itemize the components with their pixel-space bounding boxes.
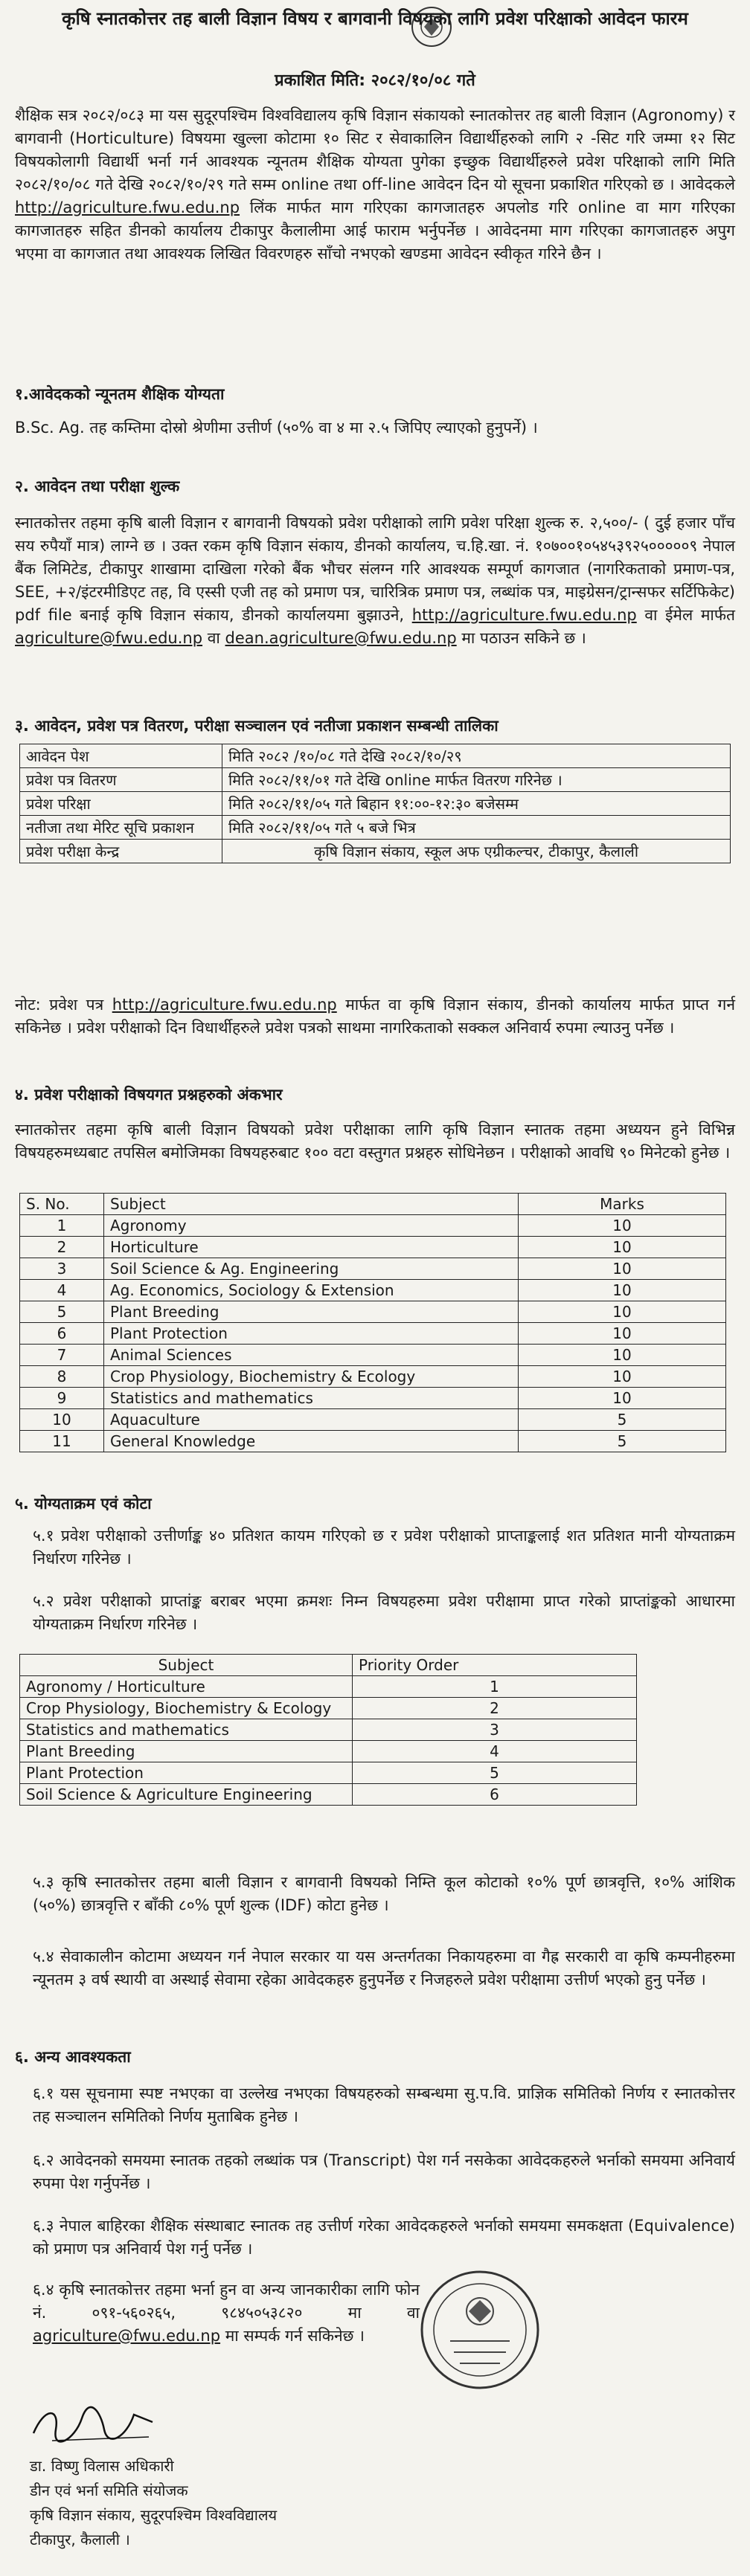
sec3-note: नोट: प्रवेश पत्र http://agriculture.fwu.edu.np मार्फत वा कृषि विज्ञान संकाय, डीनको कार्यालय मार्फत प्राप्त गर्न सकिनेछ । प्रवेश परीक्षाको दिन विधार्थीहरुले प्रवेश पत्रको साथमा नागरिकताको सक्कल अनिवार्य रुपमा ल्याउनु पर्नेछ । [15, 996, 735, 1037]
table-row: 9 Statistics and mathematics 10 [20, 1388, 726, 1409]
schedule-table [19, 744, 731, 863]
sec2-link[interactable]: http://agriculture.fwu.edu.np [411, 606, 637, 624]
sec5-p2: ५.२ प्रवेश परीक्षाको प्राप्तांङ्क बराबर भएमा क्रमशः निम्न विषयहरुमा प्रवेश परीक्षामा प्राप्त गरेको प्राप्तांङ्कको आधारमा योग्यताक्रम निर्धारण गरिनेछ । [33, 1592, 735, 1633]
sec6-heading: ६. अन्य आवश्यकता [15, 2048, 131, 2066]
table-row: Agronomy / Horticulture 1 [20, 1676, 637, 1698]
signature-block [30, 2454, 277, 2552]
signatory-org: कृषि विज्ञान संकाय, सुदूरपश्चिम विश्वविद्यालय [30, 2506, 278, 2524]
sec5-p4: ५.४ सेवाकालीन कोटामा अध्ययन गर्न नेपाल सरकार या यस अन्तर्गतका निकायहरुमा वा गैह्र सरकारी वा कृषि कम्पनीहरुमा न्यूनतम ३ वर्ष स्थायी वा अस्थाई सेवामा रहेका आवेदकहरु हुनुपर्नेछ र निजहरुले प्रवेश परीक्षामा उत्तीर्ण भएको हुनु पर्नेछ । [33, 1948, 735, 1989]
signatory-role: डीन एवं भर्ना समिति संयोजक [30, 2482, 188, 2499]
sec2-text: स्नातकोत्तर तहमा कृषि बाली विज्ञान र बागवानी विषयको प्रवेश परीक्षाको लागि प्रवेश परिक्षा शुल्क रु. २,५००/- ( दुई हजार पाँच सय रुपैयाँ मात्र) लाग्ने छ । उक्त रकम कृषि विज्ञान संकाय, डीनको कार्यालय, च.हि.खा. नं. १०७००१०५४५३९२५०००००९ नेपाल बैंक लिमिटेड, टीकापुर शाखामा दाखिला गरेको बैंक भौचर संलग्न गरि आवश्यक सम्पूर्ण कागजात (नागरिकताको प्रमाण-पत्र, SEE, +२/इंटरमीडिएट तह, वि एस्सी एजी तह को प्रमाण पत्र, चारित्रिक प्रमाण पत्र, लब्धांक पत्र, माइग्रेसन/ट्रान्सफर सर्टिफिकेट) pdf file बनाई कृषि विज्ञान संकाय, डीनको कार्यालयमा बुझाउने, http://agriculture.fwu.edu.np वा ईमेल मार्फत agriculture@fwu.edu.np वा dean.agriculture@fwu.edu.np मा पठाउन सकिने छ । [15, 514, 735, 647]
sec2-email1[interactable]: agriculture@fwu.edu.np [15, 629, 203, 647]
dean-office-seal-icon [417, 2267, 543, 2393]
table-row: 11 General Knowledge 5 [20, 1431, 726, 1452]
sec6-p4: ६.४ कृषि स्नातकोत्तर तहमा भर्ना हुन वा अन्य जानकारीका लागि फोन नं. ०९१-५६०२६५, ९८४५०५३८२० मा वा agriculture@fwu.edu.np मा सम्पर्क गर्न सकिनेछ । [33, 2281, 420, 2345]
sec1-heading: १.आवेदकको न्यूनतम शैक्षिक योग्यता [15, 385, 225, 403]
signatory-place: टीकापुर, कैलाली । [30, 2531, 130, 2548]
table-row: Subject Priority Order [20, 1655, 637, 1676]
sec6-p3: ६.३ नेपाल बाहिरका शैक्षिक संस्थाबाट स्नातक तह उत्तीर्ण गरेका आवेदकहरुले भर्नाको समयमा समकक्षता (Equivalence) को प्रमाण पत्र अनिवार्य पेश गर्नु पर्नेछ । [33, 2217, 735, 2258]
sec5-p3: ५.३ कृषि स्नातकोत्तर तहमा बाली विज्ञान र बागवानी विषयको निम्ति कूल कोटाको १०% पूर्ण छात्रवृत्ति, १०% आंशिक (५०%) छात्रवृत्ति र बाँकी ८०% पूर्ण शुल्क (IDF) कोटा हुनेछ । [33, 1873, 735, 1914]
sec5-heading: ५. योग्यताक्रम एवं कोटा [15, 1495, 152, 1513]
sec2-heading: २. आवेदन तथा परीक्षा शुल्क [15, 477, 180, 495]
table-row: Soil Science & Agriculture Engineering 6 [20, 1784, 637, 1806]
table-row: प्रवेश पत्र वितरण मिति २०८२/११/०१ गते देखि online मार्फत वितरण गरिनेछ । [20, 768, 731, 792]
table-row: Crop Physiology, Biochemistry & Ecology 2 [20, 1698, 637, 1719]
table-row: Plant Breeding 4 [20, 1741, 637, 1762]
table-row: नतीजा तथा मेरिट सूचि प्रकाशन मिति २०८२/११/०५ गते ५ बजे भित्र [20, 816, 731, 840]
table-row: 6 Plant Protection 10 [20, 1323, 726, 1345]
table-row: 2 Horticulture 10 [20, 1237, 726, 1258]
sec2-email2[interactable]: dean.agriculture@fwu.edu.np [225, 629, 457, 647]
table-row: 10 Aquaculture 5 [20, 1409, 726, 1431]
signature-icon [30, 2403, 156, 2448]
table-row: 1 Agronomy 10 [20, 1215, 726, 1237]
sec1-text: B.Sc. Ag. तह कम्तिमा दोस्रो श्रेणीमा उत्तीर्ण (५०% वा ४ मा २.५ जिपिए ल्याएको हुनुपर्ने) । [15, 419, 538, 437]
marks-table [19, 1193, 726, 1452]
intro-paragraph: शैक्षिक सत्र २०८२/०८३ मा यस सुदूरपश्चिम विश्वविद्यालय कृषि विज्ञान संकायको स्नातकोत्तर तह बाली विज्ञान (Agronomy) र बागवानी (Horticulture) विषयमा खुल्ला कोटामा १० सिट र सेवाकालिन विद्यार्थीहरुको लागि २ -सिट गरि जम्मा १२ सिट विषयकोलागी विद्यार्थी भर्ना गर्न आवश्यक न्यूनतम शैक्षिक योग्यता पुगेका इच्छुक विद्यार्थीहरुले प्रवेश परिक्षाको लागि मिति २०८२/१०/०८ गते देखि २०८२/१०/२९ गते सम्म online तथा off-line आवेदन दिन यो सूचना प्रकाशित गरिएको छ । आवेदकले http://agriculture.fwu.edu.np लिंक मार्फत माग गरिएका कागजातहरु अपलोड गरि online वा माग गरिएका कागजातहरु सहित डीनको कार्यालय टीकापुर कैलालीमा आई फाराम भर्नुपर्नेछ । आवेदनमा माग गरिएका कागजातहरु अपुग भएमा वा कागजात तथा आवश्यक लिखित विवरणहरु साँचो नभएको खण्डमा आवेदन स्वीकृत गरिने छैन । [15, 106, 735, 263]
sec6-email[interactable]: agriculture@fwu.edu.np [33, 2327, 221, 2345]
sec6-p1: ६.१ यस सूचनामा स्पष्ट नभएका वा उल्लेख नभएका विषयहरुको सम्बन्धमा सु.प.वि. प्राज्ञिक समितिको निर्णय र स्नातकोत्तर तह सञ्चालन समितिको निर्णय मुताबिक हुनेछ । [33, 2084, 735, 2125]
table-row: Statistics and mathematics 3 [20, 1719, 637, 1741]
sec4-heading: ४. प्रवेश परीक्षाको विषयगत प्रश्नहरुको अंकभार [15, 1086, 283, 1104]
table-row: आवेदन पेश मिति २०८२ /१०/०८ गते देखि २०८२/१०/२९ [20, 744, 731, 768]
signatory-name: डा. विष्णु विलास अधिकारी [30, 2457, 174, 2475]
intro-link[interactable]: http://agriculture.fwu.edu.np [15, 199, 240, 216]
table-row: Plant Protection 5 [20, 1762, 637, 1784]
table-row: 4 Ag. Economics, Sociology & Extension 10 [20, 1280, 726, 1301]
table-row: 7 Animal Sciences 10 [20, 1345, 726, 1366]
table-row: 8 Crop Physiology, Biochemistry & Ecology 10 [20, 1366, 726, 1388]
table-row: प्रवेश परीक्षा केन्द्र कृषि विज्ञान संकाय, स्कूल अफ एग्रीकल्चर, टीकापुर, कैलाली [20, 840, 731, 863]
table-row: 3 Soil Science & Ag. Engineering 10 [20, 1258, 726, 1280]
table-row: S. No. Subject Marks [20, 1194, 726, 1215]
sec5-p1: ५.१ प्रवेश परीक्षाको उत्तीर्णाङ्क ४० प्रतिशत कायम गरिएको छ र प्रवेश परीक्षाको प्राप्ताङ्कलाई शत प्रतिशत मानी योग्यताक्रम निर्धारण गरिनेछ । [33, 1527, 735, 1568]
published-date: प्रकाशित मिति: २०८२/१०/०८ गते [275, 71, 475, 90]
sec3-note-link[interactable]: http://agriculture.fwu.edu.np [112, 996, 337, 1014]
table-row: 5 Plant Breeding 10 [20, 1301, 726, 1323]
sec3-heading: ३. आवेदन, प्रवेश पत्र वितरण, परीक्षा सञ्चालन एवं नतीजा प्रकाशन सम्बन्धी तालिका [15, 717, 499, 735]
page-title: कृषि स्नातकोत्तर तह बाली विज्ञान विषय र बागवानी विषयका लागि प्रवेश परिक्षाको आवेदन फारम [62, 8, 688, 29]
table-row: प्रवेश परिक्षा मिति २०८२/११/०५ गते बिहान ११:००-१२:३० बजेसम्म [20, 792, 731, 816]
priority-table [19, 1654, 637, 1806]
sec4-text: स्नातकोत्तर तहमा कृषि बाली विज्ञान विषयको प्रवेश परीक्षाका लागि कृषि विज्ञान स्नातक तहमा अध्ययन हुने विभिन्न विषयहरुमध्यबाट तपसिल बमोजिमका विषयहरुबाट १०० वटा वस्तुगत प्रश्नहरु सोधिनेछन । परीक्षाको आवधि ९० मिनेटको हुनेछ । [15, 1121, 735, 1162]
sec6-p2: ६.२ आवेदनको समयमा स्नातक तहको लब्धांक पत्र (Transcript) पेश गर्न नसकेका आवेदकहरुले भर्नाको समयमा अनिवार्य रुपमा पेश गर्नुपर्नेछ । [33, 2151, 735, 2192]
